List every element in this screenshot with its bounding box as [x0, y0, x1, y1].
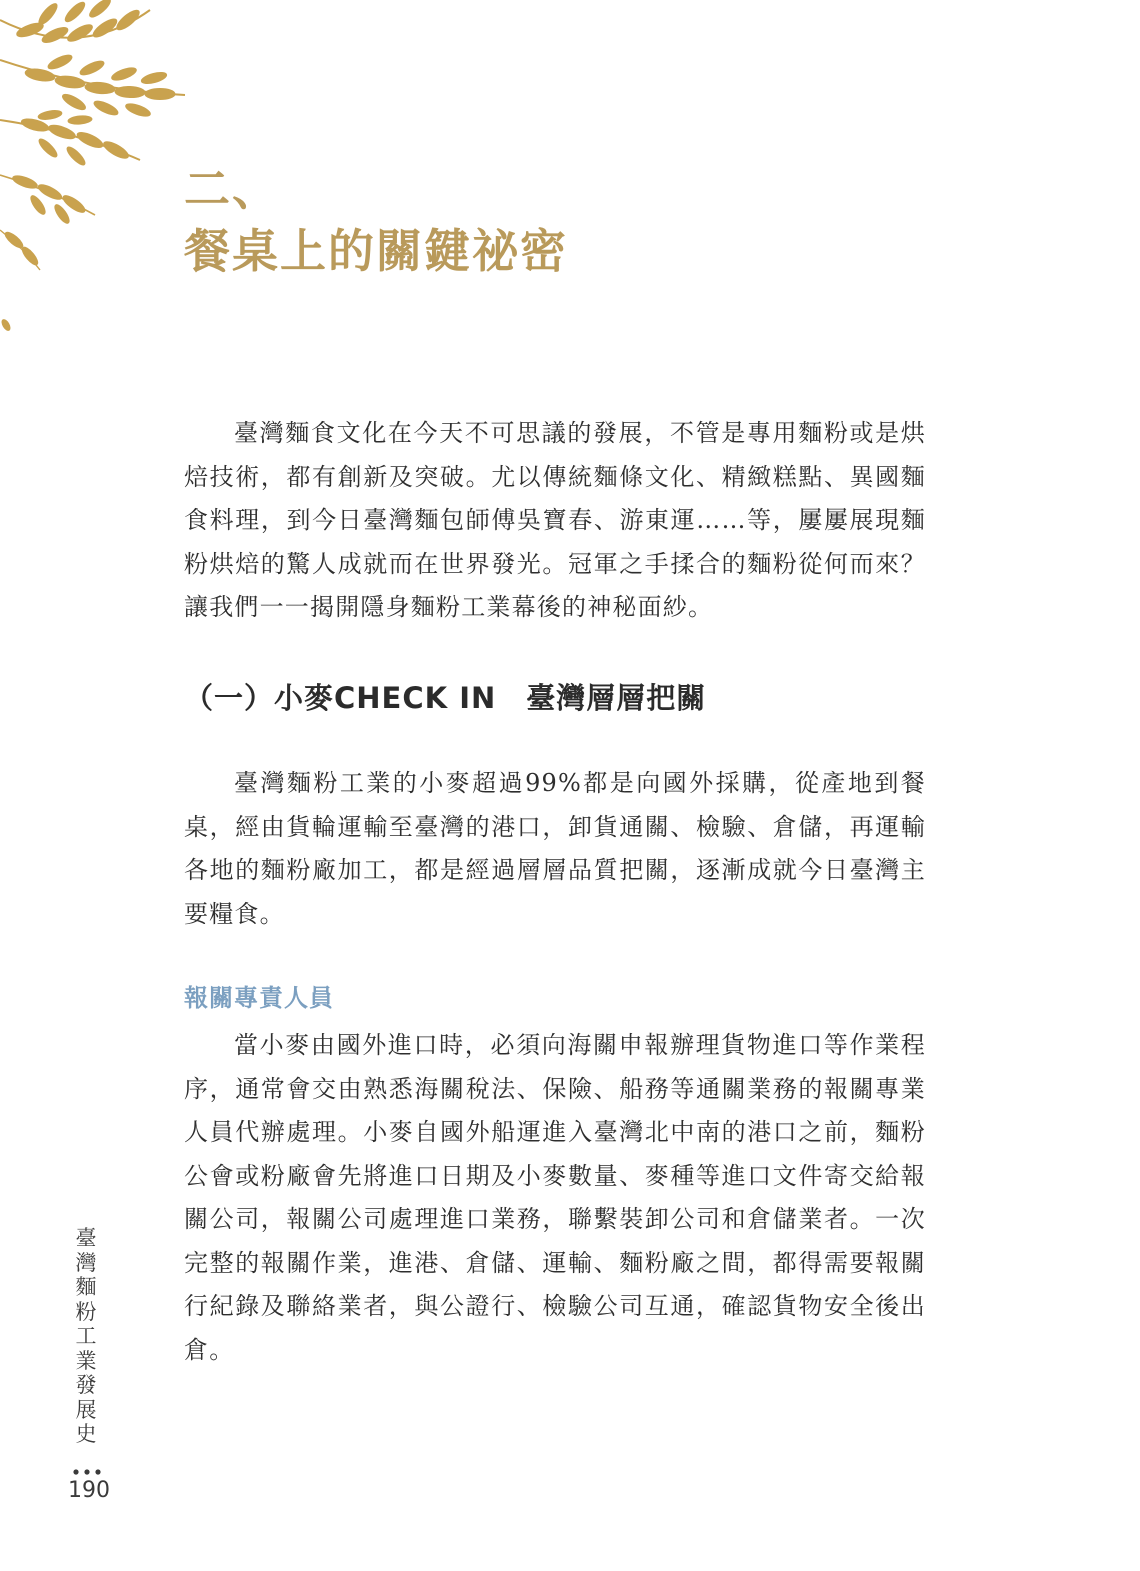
section-heading: （一）小麥CHECK IN 臺灣層層把關	[184, 681, 707, 715]
intro-paragraph: 臺灣麵食文化在今天不可思議的發展，不管是專用麵粉或是烘焙技術，都有創新及突破。尤以傳統麵條文化、精緻糕點、異國麵食料理，到今日臺灣麵包師傅吳寶春、游東運……等，屢屢展現麵粉烘焙的驚人成就而在世界發光。冠軍之手揉合的麵粉從何而來？讓我們一一揭開隱身麵粉工業幕後的神秘面紗。	[184, 419, 926, 621]
subsection-paragraph: 當小麥由國外進口時，必須向海關申報辦理貨物進口等作業程序，通常會交由熟悉海關稅法、保險、船務等通關業務的報關專業人員代辦處理。小麥自國外船運進入臺灣北中南的港口之前，麵粉公會或粉廠會先將進口日期及小麥數量、麥種等進口文件寄交給報關公司，報關公司處理進口業務，聯繫裝卸公司和倉儲業者。一次完整的報關作業，進港、倉儲、運輸、麵粉廠之間，都得需要報關行紀錄及聯絡業者，與公證行、檢驗公司互通，確認貨物安全後出倉。	[184, 1031, 926, 1364]
page-number: 190	[68, 1478, 110, 1503]
chapter-heading	[184, 158, 568, 282]
wheat-icon	[0, 0, 200, 340]
chapter-number: 二、	[184, 162, 280, 216]
subsection-heading: 報關專責人員	[184, 983, 334, 1012]
section-paragraph: 臺灣麵粉工業的小麥超過99%都是向國外採購，從產地到餐桌，經由貨輪運輸至臺灣的港口，卸貨通關、檢驗、倉儲，再運輸各地的麵粉廠加工，都是經過層層品質把關，逐漸成就今日臺灣主要糧食。	[184, 769, 926, 928]
page-dots-icon	[72, 1468, 112, 1476]
chapter-title: 餐桌上的關鍵祕密	[184, 224, 568, 278]
running-title: 臺灣麵粉工業發展史	[75, 1226, 97, 1446]
